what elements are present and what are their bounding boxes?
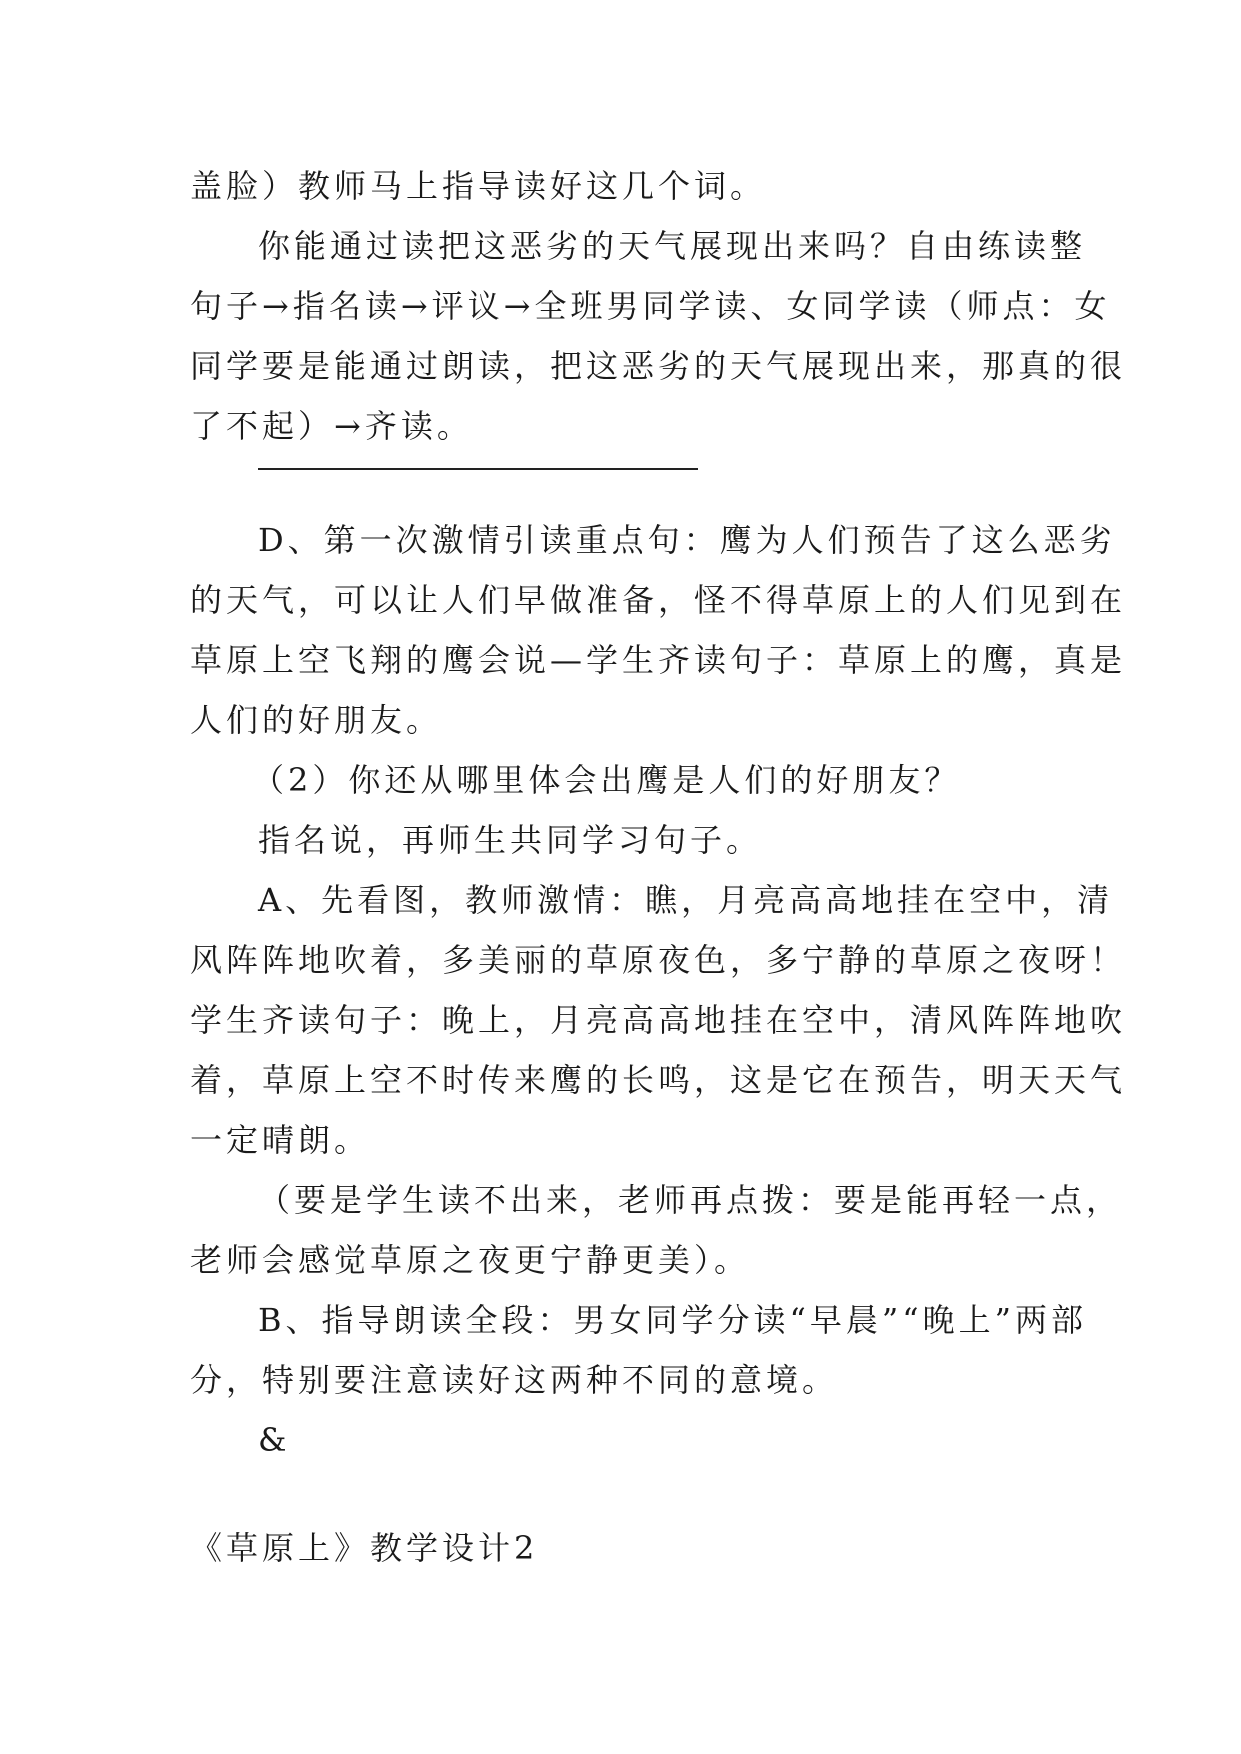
horizontal-divider xyxy=(258,468,698,470)
paragraph-line: （2）你还从哪里体会出鹰是人们的好朋友？ xyxy=(252,761,961,799)
paragraph-line: 着，草原上空不时传来鹰的长鸣，这是它在预告，明天天气 xyxy=(190,1061,1127,1099)
paragraph-line: 你能通过读把这恶劣的天气展现出来吗？自由练读整 xyxy=(258,227,1087,265)
paragraph-line: 的天气，可以让人们早做准备，怪不得草原上的人们见到在 xyxy=(190,581,1127,619)
paragraph-line: 盖脸）教师马上指导读好这几个词。 xyxy=(190,167,767,205)
paragraph-line: 同学要是能通过朗读，把这恶劣的天气展现出来，那真的很 xyxy=(190,347,1127,385)
paragraph-line: 指名说，再师生共同学习句子。 xyxy=(258,821,763,859)
paragraph-line: （要是学生读不出来，老师再点拨：要是能再轻一点， xyxy=(258,1181,1123,1219)
paragraph-line: B、指导朗读全段：男女同学分读“早晨”“晚上”两部 xyxy=(258,1301,1087,1339)
paragraph-line: 草原上空飞翔的鹰会说—学生齐读句子：草原上的鹰，真是 xyxy=(190,641,1127,679)
ampersand-mark: & xyxy=(258,1421,291,1459)
paragraph-line: 老师会感觉草原之夜更宁静更美）。 xyxy=(190,1241,751,1279)
paragraph-line: 了不起）→齐读。 xyxy=(190,407,473,445)
paragraph-line: D、第一次激情引读重点句：鹰为人们预告了这么恶劣 xyxy=(258,521,1116,559)
paragraph-line: 学生齐读句子：晚上，月亮高高地挂在空中，清风阵阵地吹 xyxy=(190,1001,1127,1039)
paragraph-line: 分，特别要注意读好这两种不同的意境。 xyxy=(190,1361,839,1399)
paragraph-line: 人们的好朋友。 xyxy=(190,701,443,739)
paragraph-line: 一定晴朗。 xyxy=(190,1121,371,1159)
section-title: 《草原上》教学设计2 xyxy=(190,1529,539,1567)
paragraph-line: A、先看图，教师激情：瞧，月亮高高地挂在空中，清 xyxy=(258,881,1114,919)
paragraph-line: 风阵阵地吹着，多美丽的草原夜色，多宁静的草原之夜呀！ xyxy=(190,941,1127,979)
paragraph-line: 句子→指名读→评议→全班男同学读、女同学读（师点：女 xyxy=(190,287,1111,325)
